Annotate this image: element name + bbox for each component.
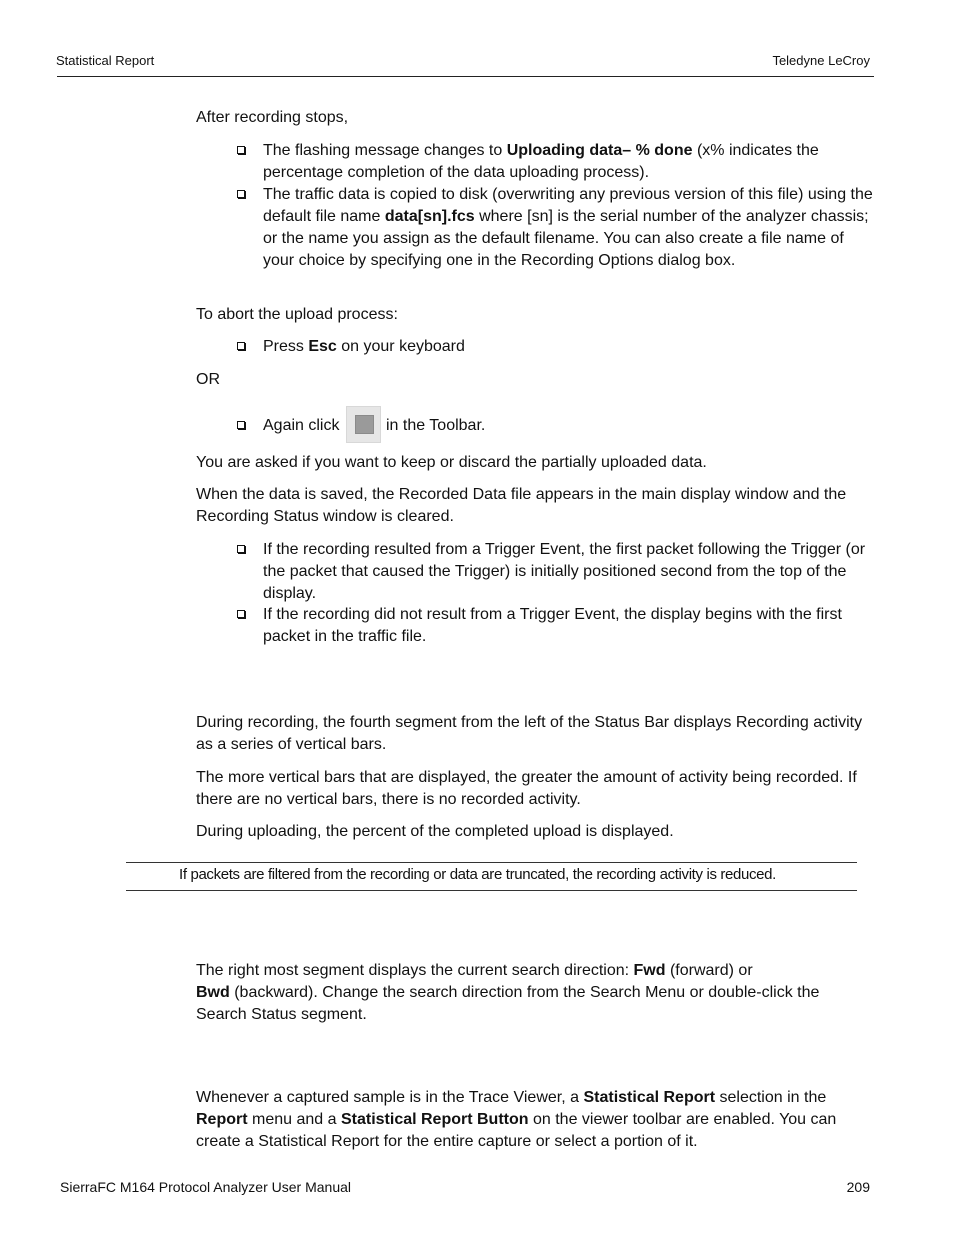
para-uploading-percent: During uploading, the percent of the completed upload is displayed. xyxy=(196,823,674,840)
bullet-trigger-event: If the recording resulted from a Trigger Event, the first packet following the Trigger (or the packet that caused the Trigger) is initially positioned second from the top of the display. xyxy=(263,541,866,602)
stop-recording-icon xyxy=(346,406,381,443)
bullet-marker xyxy=(237,184,245,206)
note-bottom-rule xyxy=(126,890,857,891)
footer-manual-title: SierraFC M164 Protocol Analyzer User Manual xyxy=(60,1179,352,1195)
note-top-rule xyxy=(126,862,857,863)
bullet-no-trigger-event: If the recording did not result from a Trigger Event, the display begins with the first packet in the traffic file. xyxy=(263,606,842,645)
para-recording-activity: During recording, the fourth segment from the left of the Status Bar displays Recording activity as a series of vertical bars. xyxy=(196,714,863,753)
para-search-direction: The right most segment displays the current search direction: Fwd (forward) or Bwd (backward). Change the search direction from the Search Menu or double-click the Search Status segment. xyxy=(196,962,820,1023)
bullet-uploading-message: The flashing message changes to Uploading data– % done (x% indicates the percentage completion of the data uploading process). xyxy=(263,142,819,181)
bullet-marker xyxy=(237,415,245,437)
para-vertical-bars: The more vertical bars that are displayed, the greater the amount of activity being recorded. If there are no vertical bars, there is no recorded activity. xyxy=(196,769,857,808)
or-label: OR xyxy=(196,371,220,388)
header-divider xyxy=(57,76,874,77)
bullet-marker xyxy=(237,140,245,162)
bullet-traffic-copied: The traffic data is copied to disk (overwriting any previous version of this file) using the default file name data[sn].fcs where [sn] is the serial number of the analyzer chassis; or the name you assign as the default filename. You can also create a file name of your choice by specifying one in the Recording Options dialog box. xyxy=(263,186,873,269)
bullet-marker xyxy=(237,604,245,626)
para-after-recording: After recording stops, xyxy=(196,109,349,126)
bullet-in-toolbar: in the Toolbar. xyxy=(386,417,486,434)
bullet-again-click: Again click xyxy=(263,417,340,434)
bullet-press-esc: Press Esc on your keyboard xyxy=(263,338,465,355)
para-abort-upload: To abort the upload process: xyxy=(196,306,398,323)
bullet-marker xyxy=(237,539,245,561)
para-keep-or-discard: You are asked if you want to keep or discard the partially uploaded data. xyxy=(196,454,707,471)
page-number: 209 xyxy=(846,1179,870,1195)
header-company: Teledyne LeCroy xyxy=(772,53,870,68)
header-section-title: Statistical Report xyxy=(56,53,155,68)
note-text: If packets are filtered from the recording or data are truncated, the recording activity is reduced. xyxy=(179,866,776,883)
bullet-marker xyxy=(237,336,245,358)
para-statistical-report: Whenever a captured sample is in the Trace Viewer, a Statistical Report selection in the Report menu and a Statistical Report Button on the viewer toolbar are enabled. You can create a Statistical Report for the entire capture or select a portion of it. xyxy=(196,1089,837,1150)
para-data-saved: When the data is saved, the Recorded Data file appears in the main display window and the Recording Status window is cleared. xyxy=(196,486,847,525)
